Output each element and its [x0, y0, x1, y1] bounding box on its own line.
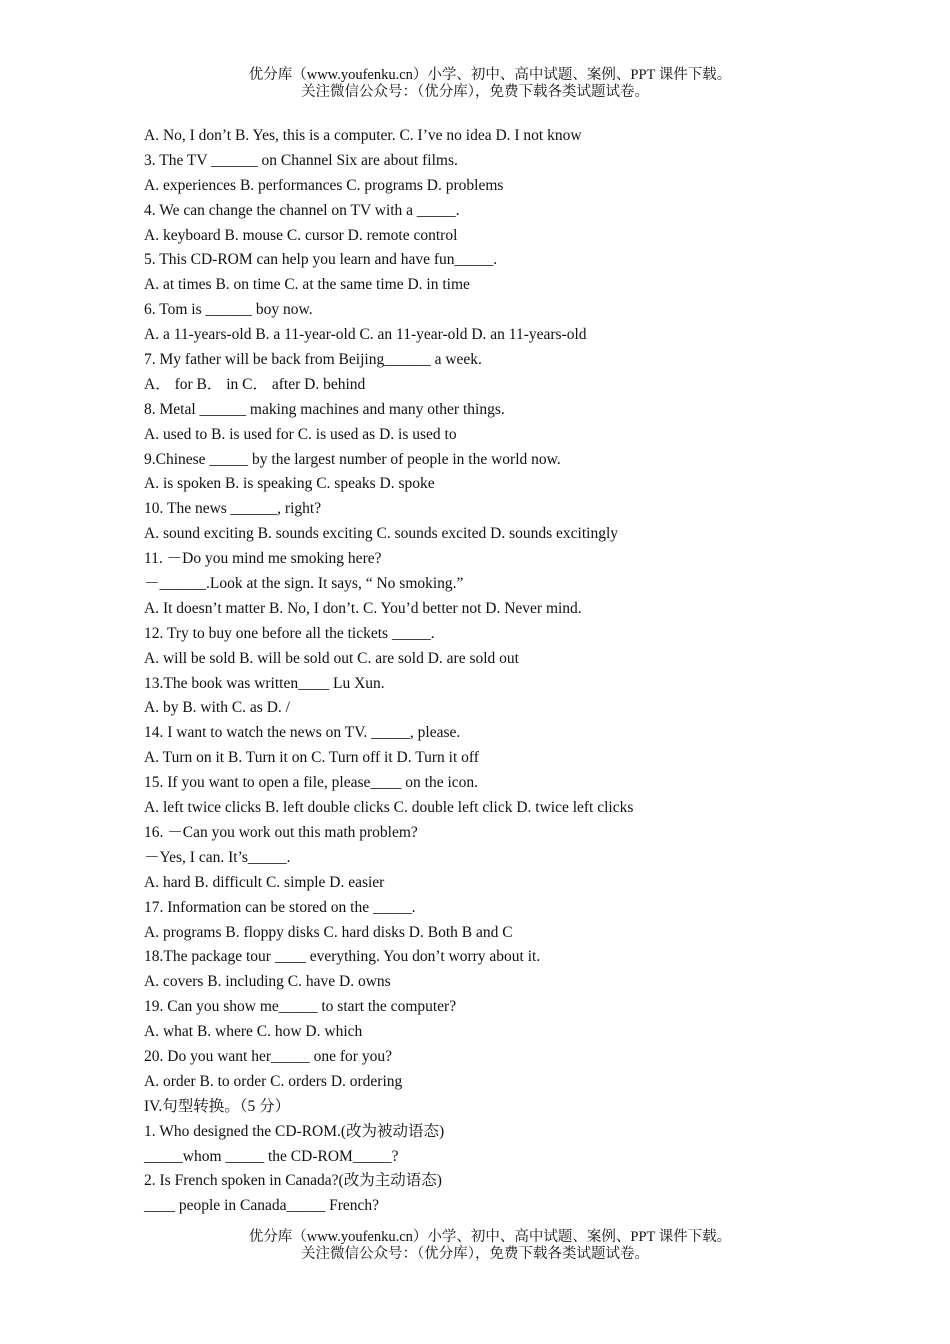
question-line: 9.Chinese _____ by the largest number of people in the world now.: [144, 450, 561, 468]
question-line: 10. The news ______, right?: [144, 500, 322, 518]
page-footer: [0, 1229, 950, 1263]
footer-line-2: 关注微信公众号：（优分库），免费下载各类试题试卷。: [301, 1246, 649, 1262]
document-body: [144, 124, 864, 1219]
footer-line-1: 优分库（www.youfenku.cn）小学、初中、高中试题、案例、PPT 课件下载。: [248, 1229, 732, 1245]
answer-options: A. Turn on it B. Turn it on C. Turn off it D. Turn it off: [144, 749, 479, 767]
answer-options: A. order B. to order C. orders D. ordering: [144, 1072, 403, 1090]
answer-options: A. will be sold B. will be sold out C. are sold D. are sold out: [144, 649, 519, 667]
header-line-2: 关注微信公众号：（优分库），免费下载各类试题试卷。: [301, 84, 649, 100]
question-line: 19. Can you show me_____ to start the computer?: [144, 998, 457, 1016]
question-line: 15. If you want to open a file, please____ on the icon.: [144, 774, 479, 792]
question-line: ____ people in Canada_____ French?: [144, 1197, 380, 1215]
answer-options: A. keyboard B. mouse C. cursor D. remote control: [144, 226, 458, 244]
answer-options: A. at times B. on time C. at the same time D. in time: [144, 276, 470, 294]
page-header: [0, 67, 950, 101]
answer-options: A． for B． in C． after D. behind: [144, 375, 366, 393]
answer-options: A. used to B. is used for C. is used as D. is used to: [144, 425, 457, 443]
question-line: 5. This CD-ROM can help you learn and have fun_____.: [144, 251, 498, 269]
answer-options: A. left twice clicks B. left double clicks C. double left click D. twice left clicks: [144, 799, 634, 817]
question-line: 20. Do you want her_____ one for you?: [144, 1047, 392, 1065]
question-line: _____whom _____ the CD-ROM_____?: [144, 1147, 399, 1165]
answer-options: A. It doesn’t matter B. No, I don’t. C. You’d better not D. Never mind.: [144, 599, 582, 617]
question-line: 1. Who designed the CD-ROM.(改为被动语态): [144, 1122, 445, 1140]
question-line: 8. Metal ______ making machines and many other things.: [144, 400, 505, 418]
question-line: 4. We can change the channel on TV with a _____.: [144, 201, 460, 219]
answer-options: A. is spoken B. is speaking C. speaks D. spoke: [144, 475, 435, 493]
question-line: 16. －Can you work out this math problem?: [144, 823, 418, 841]
question-line: 7. My father will be back from Beijing______ a week.: [144, 351, 482, 369]
question-line: 12. Try to buy one before all the tickets _____.: [144, 624, 435, 642]
answer-options: A. experiences B. performances C. programs D. problems: [144, 176, 504, 194]
question-line: －______.Look at the sign. It says, “ No smoking.”: [144, 575, 464, 593]
question-line: 6. Tom is ______ boy now.: [144, 301, 313, 319]
question-line: 11. －Do you mind me smoking here?: [144, 550, 382, 568]
question-line: －Yes, I can. It’s_____.: [144, 848, 291, 866]
answer-options: A. by B. with C. as D. /: [144, 699, 290, 717]
answer-options: A. a 11-years-old B. a 11-year-old C. an 11-year-old D. an 11-years-old: [144, 326, 587, 344]
question-line: 17. Information can be stored on the _____.: [144, 898, 416, 916]
question-line: 3. The TV ______ on Channel Six are about films.: [144, 151, 458, 169]
question-line: IV.句型转换。（5 分）: [144, 1097, 291, 1115]
question-line: 2. Is French spoken in Canada?(改为主动语态): [144, 1172, 442, 1190]
header-line-1: 优分库（www.youfenku.cn）小学、初中、高中试题、案例、PPT 课件下载。: [248, 67, 732, 83]
answer-options: A. hard B. difficult C. simple D. easier: [144, 873, 385, 891]
answer-options: A. sound exciting B. sounds exciting C. sounds excited D. sounds excitingly: [144, 525, 619, 543]
question-line: 14. I want to watch the news on TV. _____, please.: [144, 724, 461, 742]
answer-options: A. covers B. including C. have D. owns: [144, 973, 391, 991]
question-line: 18.The package tour ____ everything. You don’t worry about it.: [144, 948, 541, 966]
answer-options: A. No, I don’t B. Yes, this is a computer. C. I’ve no idea D. I not know: [144, 127, 582, 144]
answer-options: A. programs B. floppy disks C. hard disks D. Both B and C: [144, 923, 513, 941]
answer-options: A. what B. where C. how D. which: [144, 1023, 363, 1041]
question-line: 13.The book was written____ Lu Xun.: [144, 674, 385, 692]
